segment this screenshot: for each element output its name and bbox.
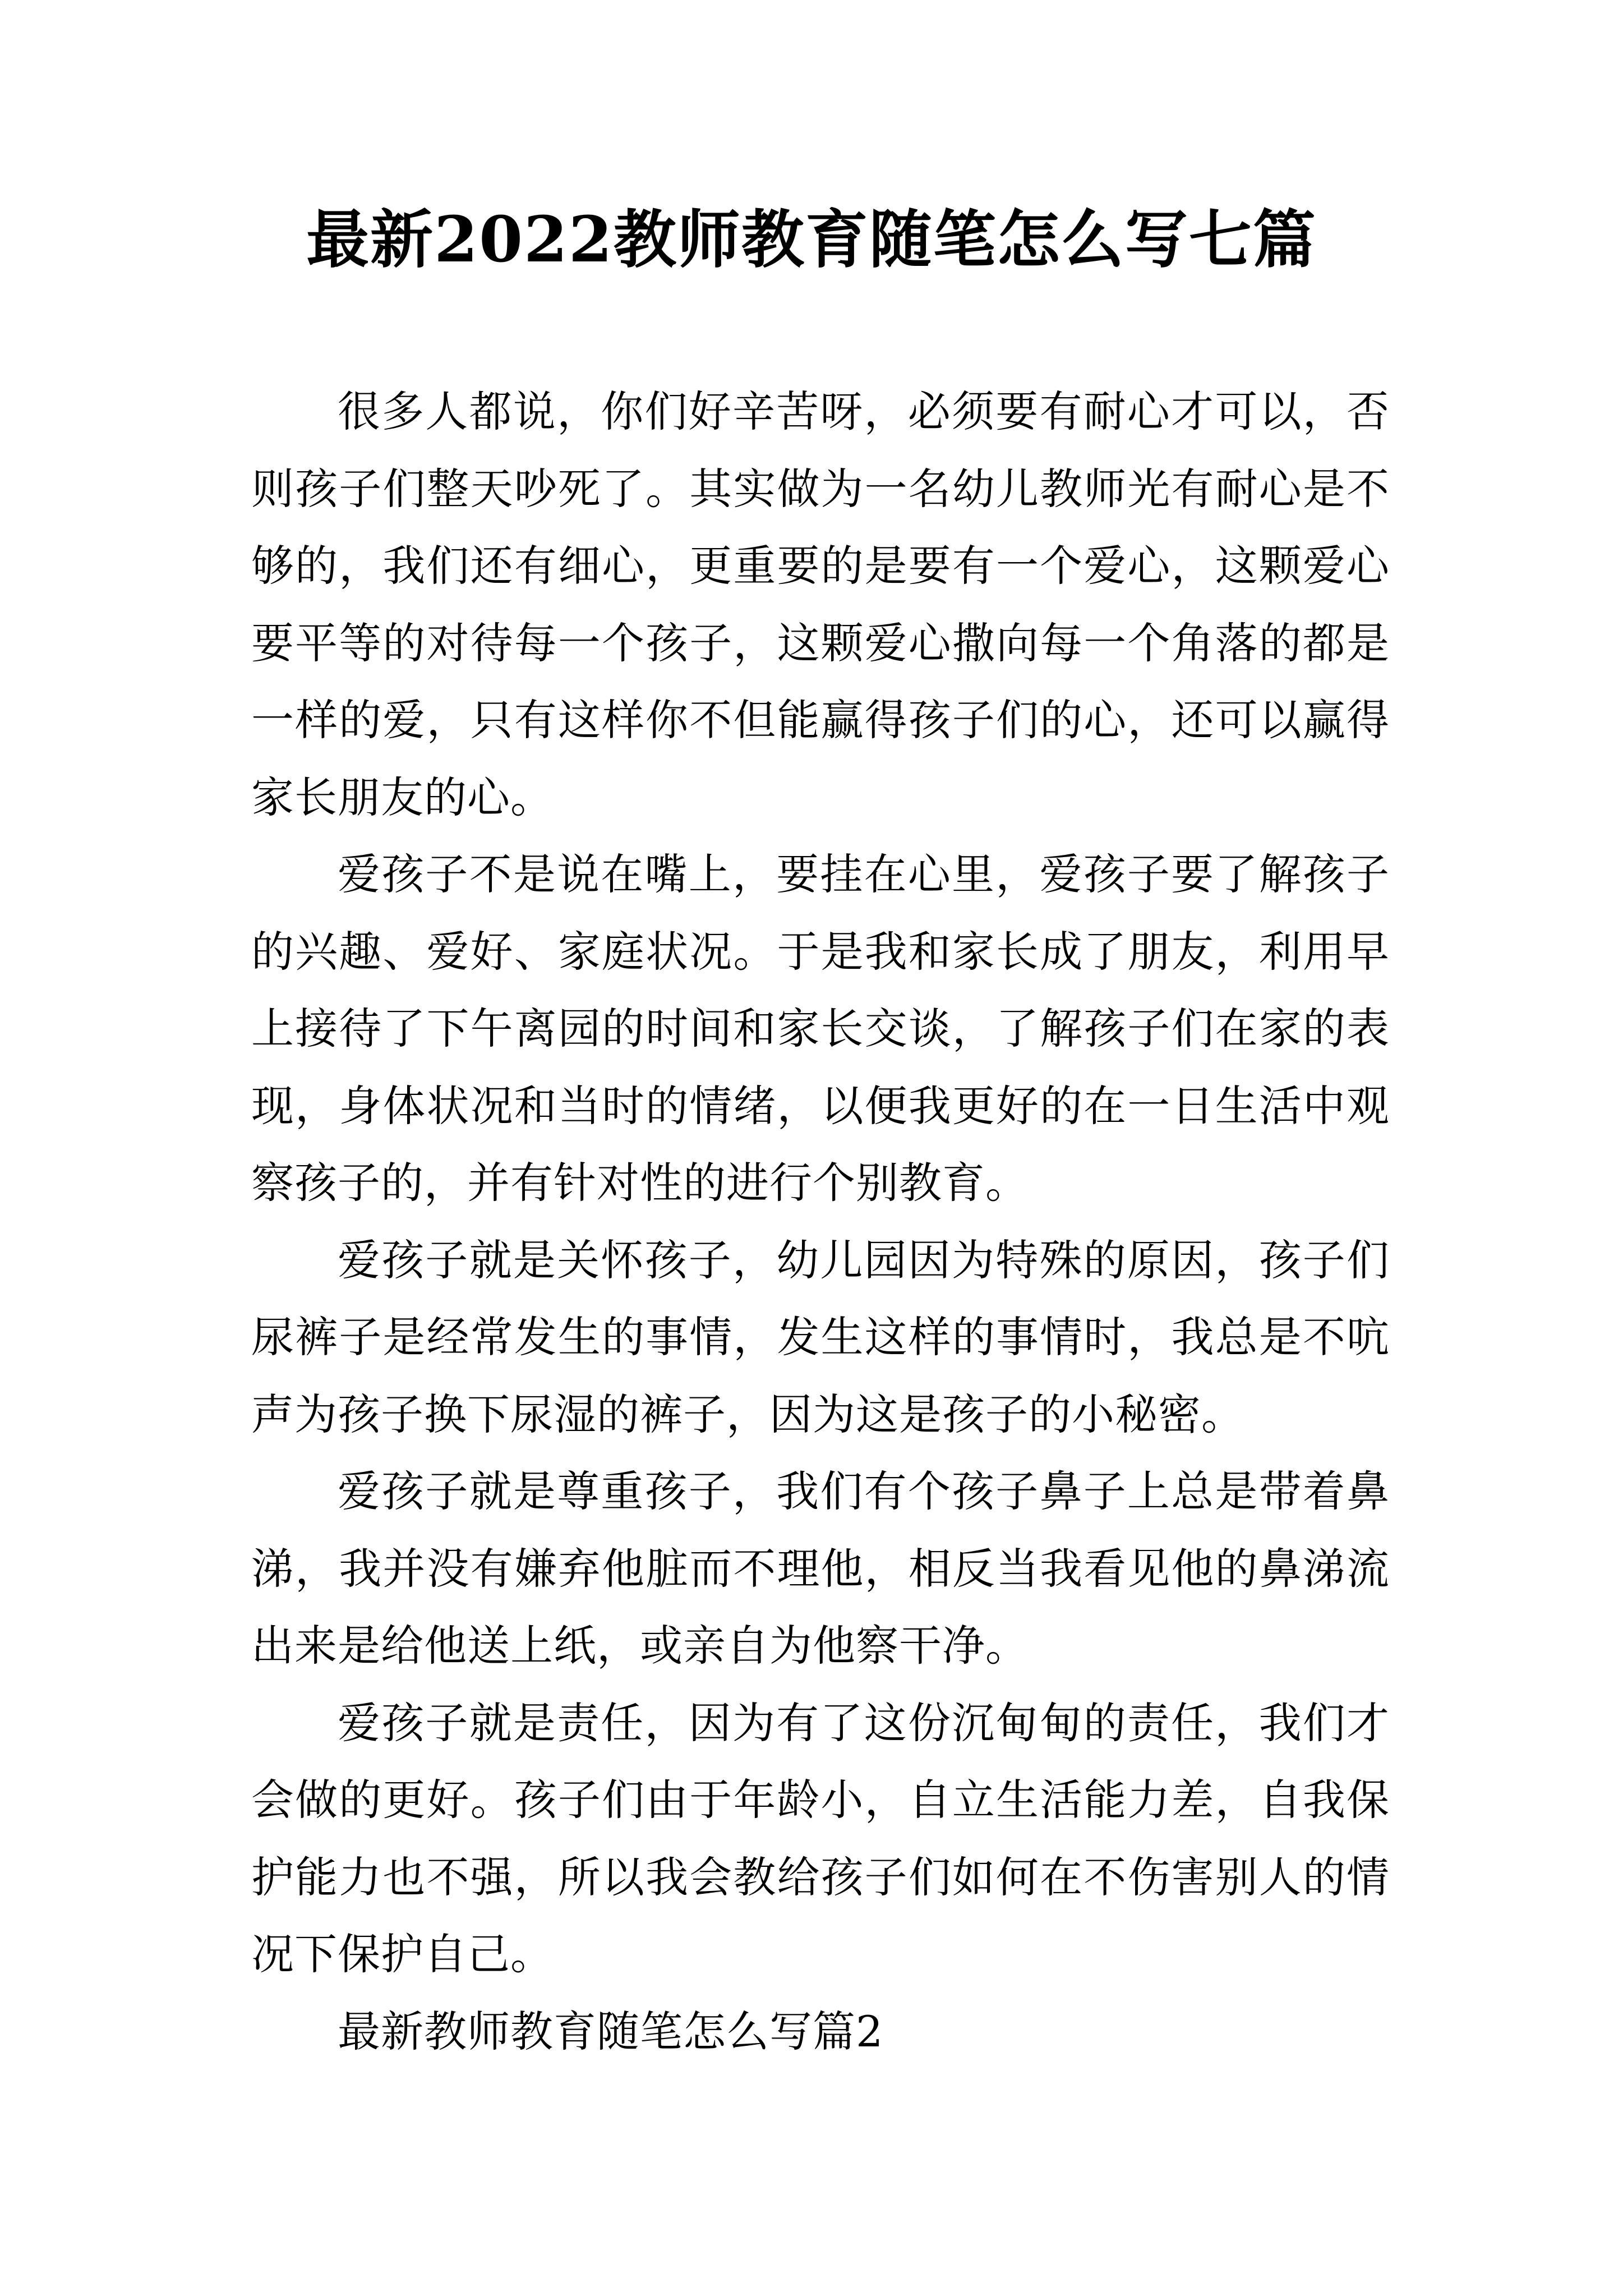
paragraph-5: 爱孩子就是责任，因为有了这份沉甸甸的责任，我们才会做的更好。孩子们由于年龄小，自立生活能力差，自我保护能力也不强，所以我会教给孩子们如何在不伤害别人的情况下保护自己。 — [251, 1697, 1390, 1979]
document-title: 最新2022教师教育随笔怎么写七篇 — [306, 203, 1317, 277]
paragraph-4: 爱孩子就是尊重孩子，我们有个孩子鼻子上总是带着鼻涕，我并没有嫌弃他脏而不理他，相反当我看见他的鼻涕流出来是给他送上纸，或亲自为他察干净。 — [251, 1466, 1390, 1671]
document-body — [251, 373, 1390, 2070]
paragraph-2: 爱孩子不是说在嘴上，要挂在心里，爱孩子要了解孩子的兴趣、爱好、家庭状况。于是我和家长成了朋友，利用早上接待了下午离园的时间和家长交谈，了解孩子们在家的表现，身体状况和当时的情绪，以便我更好的在一日生活中观察孩子的，并有针对性的进行个别教育。 — [251, 849, 1390, 1208]
section-heading: 最新教师教育随笔怎么写篇2 — [338, 2006, 884, 2056]
paragraph-3: 爱孩子就是关怀孩子，幼儿园因为特殊的原因，孩子们尿裤子是经常发生的事情，发生这样的事情时，我总是不吭声为孩子换下尿湿的裤子，因为这是孩子的小秘密。 — [251, 1235, 1390, 1439]
paragraph-1: 很多人都说，你们好辛苦呀，必须要有耐心才可以，否则孩子们整天吵死了。其实做为一名幼儿教师光有耐心是不够的，我们还有细心，更重要的是要有一个爱心，这颗爱心要平等的对待每一个孩子，这颗爱心撒向每一个角落的都是一样的爱，只有这样你不但能赢得孩子们的心，还可以赢得家长朋友的心。 — [251, 386, 1390, 822]
